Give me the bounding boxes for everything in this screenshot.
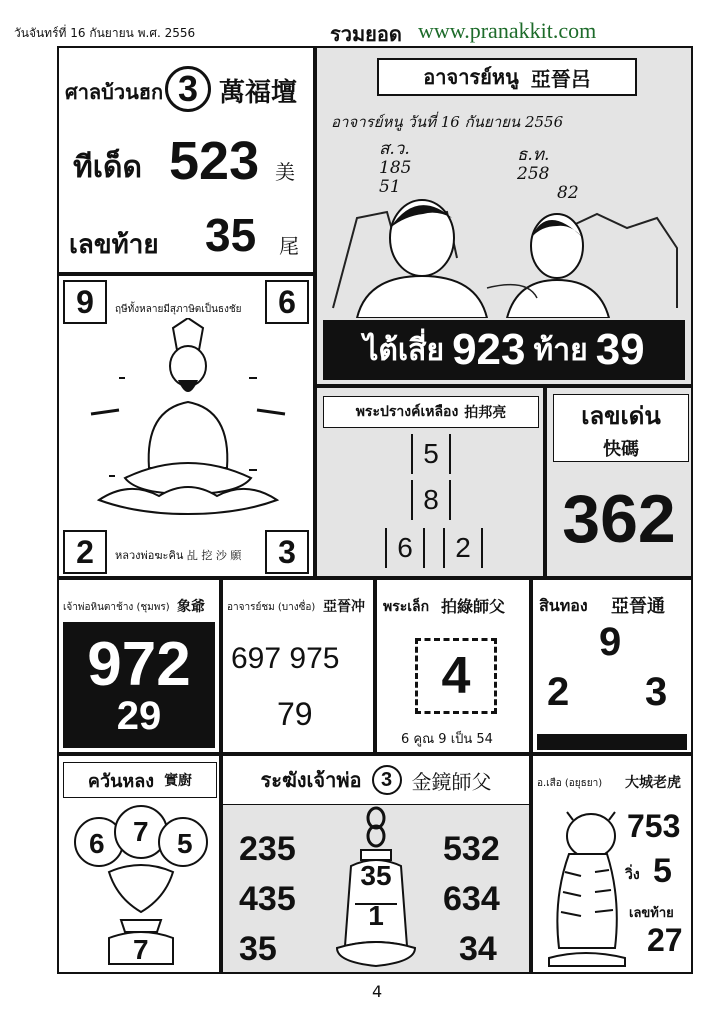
bell-right-2: 34 bbox=[459, 930, 497, 968]
kwanlong-chinese: 實廚 bbox=[164, 773, 193, 789]
right-number-2: 82 bbox=[557, 183, 579, 203]
banner-label: ไต้เสี่ย bbox=[363, 332, 445, 368]
hermit-caption-bottom: หลวงพ่อฆะคิน 乩 挖 沙 願 bbox=[115, 549, 242, 562]
featured-chinese: 快碼 bbox=[603, 438, 639, 460]
last-label: เลขท้าย bbox=[69, 230, 159, 260]
kwanlong-title-box bbox=[63, 762, 217, 798]
shrine-panel bbox=[57, 46, 315, 274]
hermit-corner-tr: 6 bbox=[265, 280, 309, 324]
phralek-number: 4 bbox=[415, 638, 497, 714]
sinthong-panel bbox=[531, 578, 693, 754]
teacher-nu-title: อาจารย์หนู bbox=[423, 65, 519, 89]
phralek-chinese: 拍綠師父 bbox=[441, 597, 506, 616]
banner-number: 923 bbox=[452, 325, 526, 374]
ajarn-chom-title: อาจารย์ชม (บางซื่อ) bbox=[227, 602, 316, 613]
kwanlong-title: ควันหลง bbox=[87, 770, 155, 792]
teacher-nu-panel bbox=[315, 46, 693, 386]
header-website: www.pranakkit.com bbox=[418, 18, 597, 43]
bell-right-0: 532 bbox=[443, 830, 500, 868]
page-number: 4 bbox=[372, 982, 383, 1001]
hermit-panel bbox=[57, 274, 315, 578]
tiger-illustration bbox=[539, 808, 631, 968]
ajarn-chom-number-bottom: 79 bbox=[277, 696, 313, 732]
tiger-wing-label: วิ่ง bbox=[625, 867, 640, 883]
header-title: รวมยอด bbox=[330, 24, 402, 46]
sinthong-top: 9 bbox=[599, 620, 622, 664]
right-number-0: ธ.ท. bbox=[517, 145, 550, 165]
two-people-illustration bbox=[327, 188, 683, 318]
bell-circle-number: 3 bbox=[372, 765, 402, 795]
cloud-number-1: 7 bbox=[133, 816, 149, 847]
sinthong-right: 3 bbox=[645, 670, 668, 714]
tiden-suffix: 美 bbox=[275, 160, 295, 184]
featured-title-box bbox=[553, 394, 689, 462]
prang-number-2: 6 bbox=[385, 528, 425, 568]
phralek-title: พระเล็ก bbox=[383, 599, 430, 615]
left-number-2: 51 bbox=[379, 177, 401, 197]
shrine-label: ศาลบ้วนฮก bbox=[65, 80, 164, 104]
hermit-corner-bl: 2 bbox=[63, 530, 107, 574]
phralek-panel bbox=[375, 578, 531, 754]
phralek-caption: 6 คูณ 9 เป็น 54 bbox=[401, 732, 493, 747]
sinthong-left: 2 bbox=[547, 670, 570, 714]
bell-left-0: 235 bbox=[239, 830, 296, 868]
ajarn-chom-panel bbox=[221, 578, 375, 754]
chaopho-black-box bbox=[63, 622, 215, 748]
sinthong-chinese: 亞晉通 bbox=[611, 596, 665, 617]
tiger-tail-label: เลขท้าย bbox=[629, 906, 674, 921]
prang-number-0: 5 bbox=[411, 434, 451, 474]
bell-title-box bbox=[223, 756, 529, 805]
prang-panel bbox=[315, 386, 545, 578]
bell-chinese: 金鏡師父 bbox=[411, 769, 492, 794]
cloud-number-2: 5 bbox=[177, 828, 193, 859]
bell-left-2: 35 bbox=[239, 930, 277, 968]
hermit-corner-br: 3 bbox=[265, 530, 309, 574]
right-number-1: 258 bbox=[517, 164, 550, 184]
ajarn-chom-chinese: 亞晉冲 bbox=[323, 599, 365, 615]
last-suffix: 尾 bbox=[279, 234, 299, 258]
chaopho-number-main: 972 bbox=[87, 630, 191, 699]
bell-panel bbox=[221, 754, 531, 974]
left-number-0: ส.ว. bbox=[379, 139, 410, 159]
shrine-chinese: 萬福壇 bbox=[219, 78, 298, 108]
teacher-nu-handwriting: อาจารย์หนู วันที่ 16 กันยายน 2556 bbox=[331, 113, 564, 131]
header-date: วันจันทร์ที่ 16 กันยายน พ.ศ. 2556 bbox=[14, 26, 196, 40]
pot-number: 7 bbox=[133, 934, 149, 965]
prang-chinese: 拍邦亮 bbox=[464, 405, 507, 421]
featured-number: 362 bbox=[562, 481, 676, 557]
bell-right-numbers bbox=[443, 824, 500, 974]
last-number: 35 bbox=[205, 209, 257, 261]
teacher-nu-title-box bbox=[377, 58, 637, 96]
chaopho-title: เจ้าพ่อหินตาช้าง (ชุมพร) bbox=[63, 602, 170, 613]
hermit-illustration bbox=[89, 318, 287, 518]
sinthong-black-bar bbox=[537, 734, 687, 750]
chaopho-panel bbox=[57, 578, 221, 754]
left-number-1: 185 bbox=[379, 158, 412, 178]
banner-tail-number: 39 bbox=[595, 325, 645, 374]
banner-tail-label: ท้าย bbox=[533, 332, 588, 368]
kwanlong-panel bbox=[57, 754, 221, 974]
tiden-number: 523 bbox=[169, 131, 260, 191]
tiger-title: อ.เสือ (อยุธยา) bbox=[537, 778, 603, 789]
tiger-chinese: 大城老虎 bbox=[625, 775, 681, 791]
tiger-wing-number: 5 bbox=[653, 852, 672, 890]
hermit-caption-top: ฤษีทั้งหลายมีสุภาษิตเป็นธงชัย bbox=[115, 304, 242, 315]
tiden-label: ทีเด็ด bbox=[73, 150, 142, 185]
tiger-number-main: 753 bbox=[627, 808, 681, 844]
tiger-panel bbox=[531, 754, 693, 974]
featured-panel bbox=[545, 386, 693, 578]
bell-bottom-number: 1 bbox=[368, 900, 384, 931]
teacher-nu-banner bbox=[323, 320, 685, 380]
bell-left-1: 435 bbox=[239, 880, 296, 918]
prang-number-1: 8 bbox=[411, 480, 451, 520]
chaopho-number-sub: 29 bbox=[116, 694, 162, 738]
hermit-corner-tl: 9 bbox=[63, 280, 107, 324]
featured-title: เลขเด่น bbox=[581, 401, 661, 430]
teacher-nu-chinese: 亞晉呂 bbox=[530, 66, 591, 91]
prang-title-box bbox=[323, 396, 539, 428]
bell-title: ระฆังเจ้าพ่อ bbox=[260, 768, 362, 792]
bell-left-numbers bbox=[239, 824, 296, 974]
ajarn-chom-numbers-top: 697 975 bbox=[231, 642, 340, 675]
shrine-circle-number: 3 bbox=[165, 66, 211, 112]
prang-title: พระปรางค์เหลือง bbox=[355, 404, 459, 420]
chaopho-chinese: 象爺 bbox=[177, 599, 205, 615]
tiger-tail-number: 27 bbox=[647, 922, 683, 958]
cloud-number-0: 6 bbox=[89, 828, 105, 859]
bell-top-number: 35 bbox=[360, 860, 392, 891]
sinthong-title: สินทอง bbox=[539, 596, 588, 615]
prang-number-3: 2 bbox=[443, 528, 483, 568]
bell-right-1: 634 bbox=[443, 880, 500, 918]
